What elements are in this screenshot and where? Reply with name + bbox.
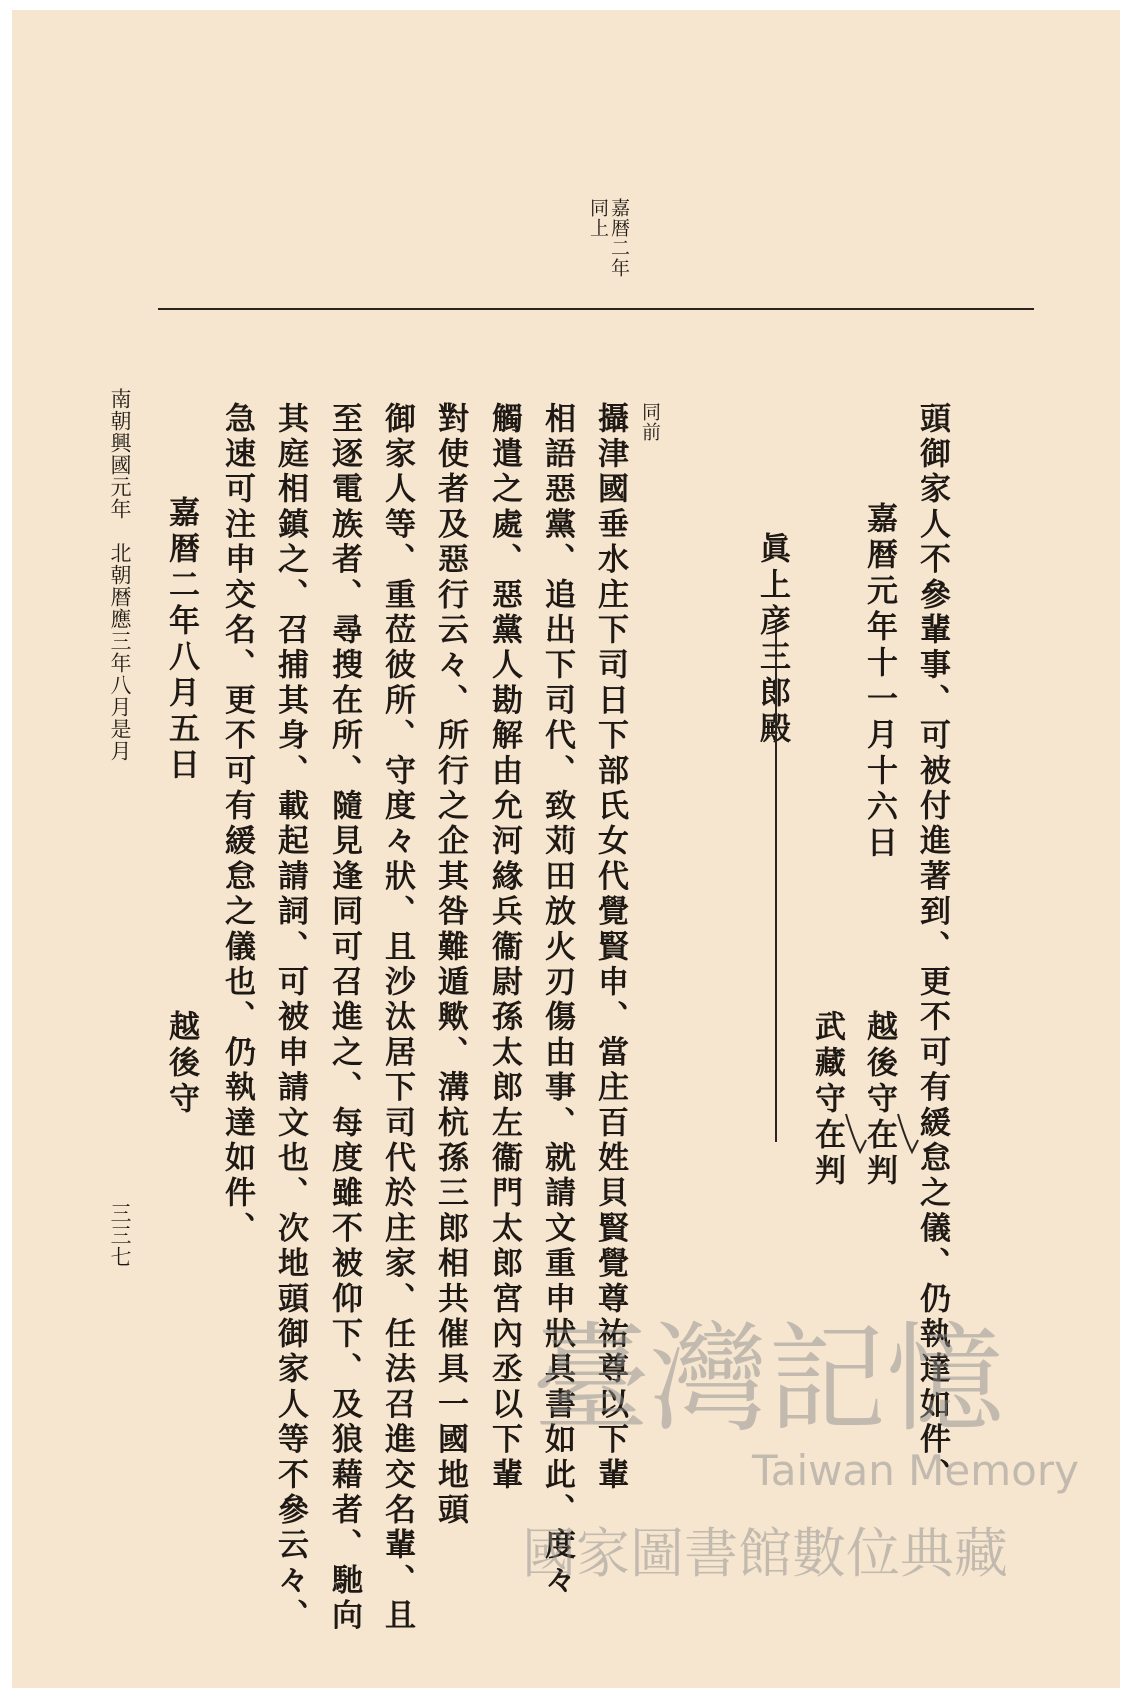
document-heading: 同前 [639,402,661,442]
text-line: 至逐電族者、尋搜在所、隨見逢同可召進之、每度雖不被仰下、及狼藉者、馳向 [326,402,362,1634]
signature-tick-mark [840,1110,880,1158]
svg-text:國家圖書館數位典藏: 國家圖書館數位典藏 [522,1522,1008,1585]
horizontal-rule [158,308,1034,310]
header-same-above: 同上 [587,198,609,238]
text-line: 攝津國垂水庄下司日下部氏女代覺賢申、當庄百姓貝賢覺尊祐尊以下輩 [592,402,628,1494]
text-line: 對使者及惡行云々、所行之企其咎難遁歟、溝杭孫三郎相共催具一國地頭 [432,402,468,1529]
document-page [12,10,1120,1688]
signature-tick-mark [892,1110,932,1158]
signer-line-lower: 越後守 [163,1010,199,1118]
svg-text:Taiwan Memory: Taiwan Memory [752,1446,1079,1495]
text-line: 相語惡黨、追出下司代、致苅田放火刃傷由事、就請文重申狀具書如此、度々 [539,402,575,1599]
signer-line-1: 越後守在判 [861,1010,897,1190]
era-annotation: 南朝興國元年 北朝暦應三年八月是月 [108,388,132,762]
text-line: 御家人等、重莅彼所、守度々狀、且沙汰居下司代於庄家、任法召進交名輩、且 [379,402,415,1634]
svg-text:臺灣記憶: 臺灣記憶 [532,1310,1005,1448]
text-line-upper: 頭御家人不參輩事、可被付進著到、更不可有緩怠之儀、仍執達如件、 [914,402,950,1494]
signer-line-2: 武藏守在判 [809,1010,845,1190]
date-line-upper: 嘉暦元年十一月十六日 [861,502,897,862]
taiwan-memory-watermark-logo [522,1290,1082,1590]
addressee-line: 眞上彦三郎殿 [754,532,790,748]
page-number: 三三七 [108,1202,132,1268]
text-line: 急速可注申交名、更不可有緩怠之儀也、仍執達如件、 [219,402,255,1247]
vertical-rule [775,622,777,1142]
header-year: 嘉暦二年 [608,198,630,278]
text-line: 其庭相鎮之、召捕其身、載起請詞、可被申請文也、次地頭御家人等不參云々、 [272,402,308,1634]
text-line: 觸遣之處、惡黨人勘解由允河緣兵衞尉孫太郎左衞門太郎宮內丞以下輩 [486,402,522,1494]
date-line-lower: 嘉暦二年八月五日 [163,496,199,784]
